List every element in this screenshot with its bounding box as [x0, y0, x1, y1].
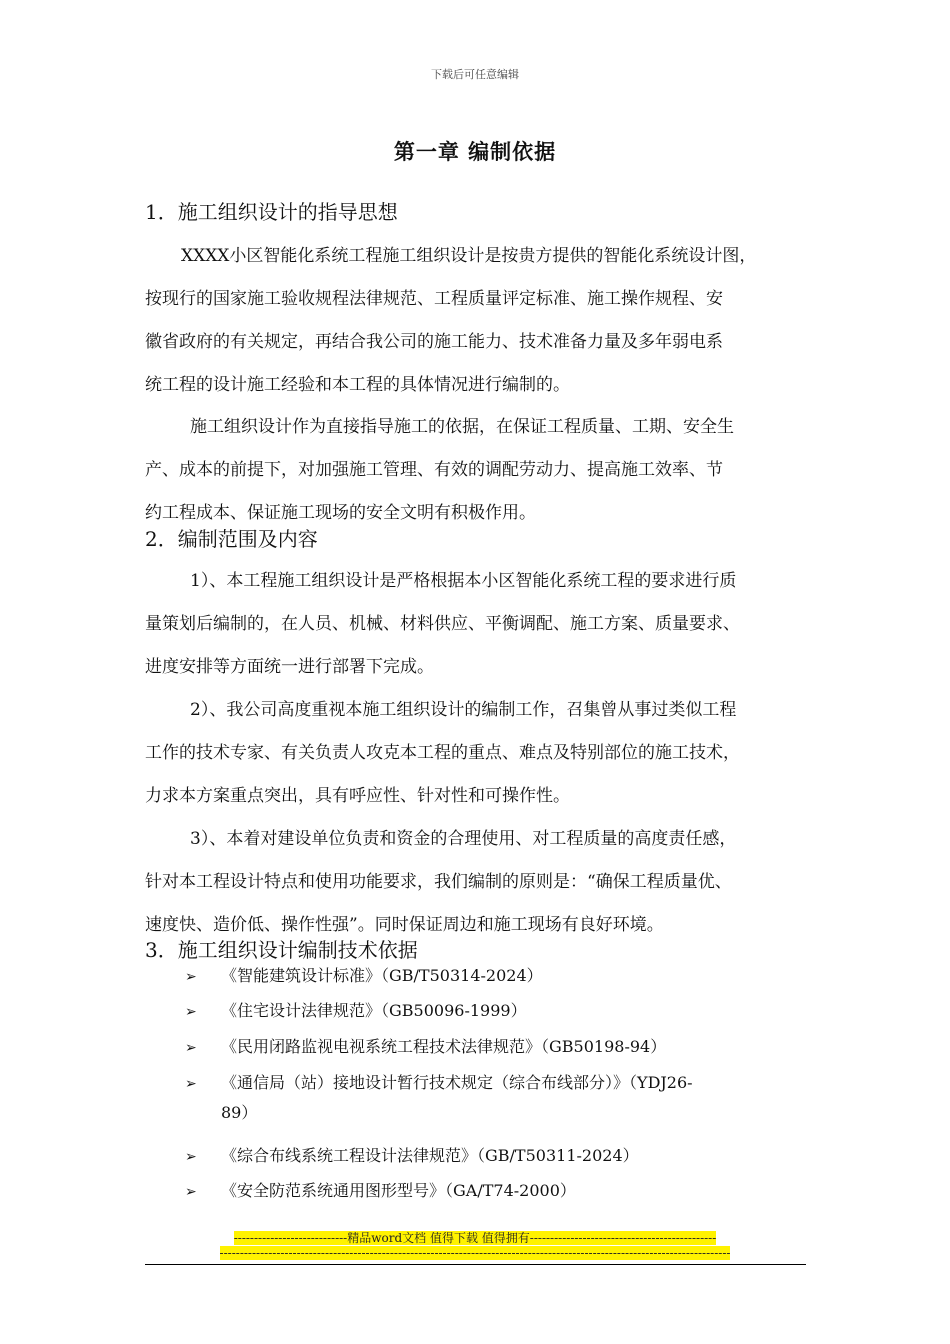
text-line: 针对本工程设计特点和使用功能要求，我们编制的原则是：“确保工程质量优、	[145, 872, 732, 892]
footer-dash-line	[0, 1246, 950, 1260]
reference-text: 《通信局（站）接地设计暂行技术规定（综合布线部分）》（YDJ26-	[221, 1073, 693, 1092]
text-line: 工作的技术专家、有关负责人攻克本工程的重点、难点及特别部位的施工技术，	[145, 743, 740, 763]
reference-text: 《安全防范系统通用图形型号》（GA/T74-2000）	[221, 1181, 576, 1200]
arrow-bullet-icon: ➢	[185, 969, 197, 985]
text-line: 约工程成本、保证施工现场的安全文明有积极作用。	[145, 503, 536, 523]
arrow-bullet-icon: ➢	[185, 1040, 197, 1056]
arrow-bullet-icon: ➢	[185, 1076, 197, 1092]
section-1-paragraph-1	[145, 235, 825, 407]
section-1-heading: 1．施工组织设计的指导思想	[145, 200, 398, 224]
text-line: 徽省政府的有关规定，再结合我公司的施工能力、技术准备力量及多年弱电系	[145, 332, 723, 352]
section-2-heading: 2．编制范围及内容	[145, 527, 318, 551]
section-3-heading: 3．施工组织设计编制技术依据	[145, 938, 418, 962]
reference-text: 《民用闭路监视电视系统工程技术法律规范》（GB50198-94）	[221, 1037, 667, 1056]
section-1-paragraph-2	[145, 406, 825, 535]
section-2-item-1	[145, 560, 825, 689]
arrow-bullet-icon: ➢	[185, 1149, 197, 1165]
reference-list-item	[185, 1070, 693, 1122]
text-line: 2）、我公司高度重视本施工组织设计的编制工作，召集曾从事过类似工程	[190, 700, 737, 720]
reference-list-item	[185, 963, 543, 986]
section-2-item-2	[145, 689, 825, 818]
footer-rule	[145, 1264, 806, 1265]
text-line: XXXX小区智能化系统工程施工组织设计是按贵方提供的智能化系统设计图，	[181, 246, 757, 266]
text-line: 进度安排等方面统一进行部署下完成。	[145, 657, 434, 677]
footer-dash-text: ------------------------------------------------------------------------------------------------------------------------------	[219, 1246, 731, 1260]
section-2-item-3	[145, 818, 825, 947]
text-line: 速度快、造价低、操作性强”。同时保证周边和施工现场有良好环境。	[145, 915, 664, 935]
reference-text: 《综合布线系统工程设计法律规范》（GB/T50311-2024）	[221, 1146, 639, 1165]
reference-list-item	[185, 1034, 666, 1057]
text-line: 量策划后编制的，在人员、机械、材料供应、平衡调配、施工方案、质量要求、	[145, 614, 740, 634]
text-line: 施工组织设计作为直接指导施工的依据，在保证工程质量、工期、安全生	[190, 417, 734, 437]
reference-text: 《智能建筑设计标准》（GB/T50314-2024）	[221, 966, 543, 985]
arrow-bullet-icon: ➢	[185, 1004, 197, 1020]
footer-banner	[0, 1229, 950, 1246]
reference-list-item	[185, 998, 527, 1021]
footer-banner-text: ----------------------------精品word文档 值得下载 值得拥有----------------------------------------------	[233, 1231, 717, 1245]
reference-text: 《住宅设计法律规范》（GB50096-1999）	[221, 1001, 527, 1020]
text-line: 产、成本的前提下，对加强施工管理、有效的调配劳动力、提高施工效率、节	[145, 460, 723, 480]
text-line: 统工程的设计施工经验和本工程的具体情况进行编制的。	[145, 375, 570, 395]
text-line: 1）、本工程施工组织设计是严格根据本小区智能化系统工程的要求进行质	[190, 571, 737, 591]
page-header: 下载后可任意编辑	[431, 68, 519, 81]
text-line: 力求本方案重点突出，具有呼应性、针对性和可操作性。	[145, 786, 570, 806]
text-line: 3）、本着对建设单位负责和资金的合理使用、对工程质量的高度责任感，	[190, 829, 737, 849]
reference-list-item	[185, 1178, 576, 1201]
chapter-title: 第一章 编制依据	[393, 139, 557, 164]
arrow-bullet-icon: ➢	[185, 1184, 197, 1200]
reference-list-item	[185, 1143, 639, 1166]
reference-text-continuation: 89）	[221, 1103, 258, 1122]
text-line: 按现行的国家施工验收规程法律规范、工程质量评定标准、施工操作规程、安	[145, 289, 723, 309]
